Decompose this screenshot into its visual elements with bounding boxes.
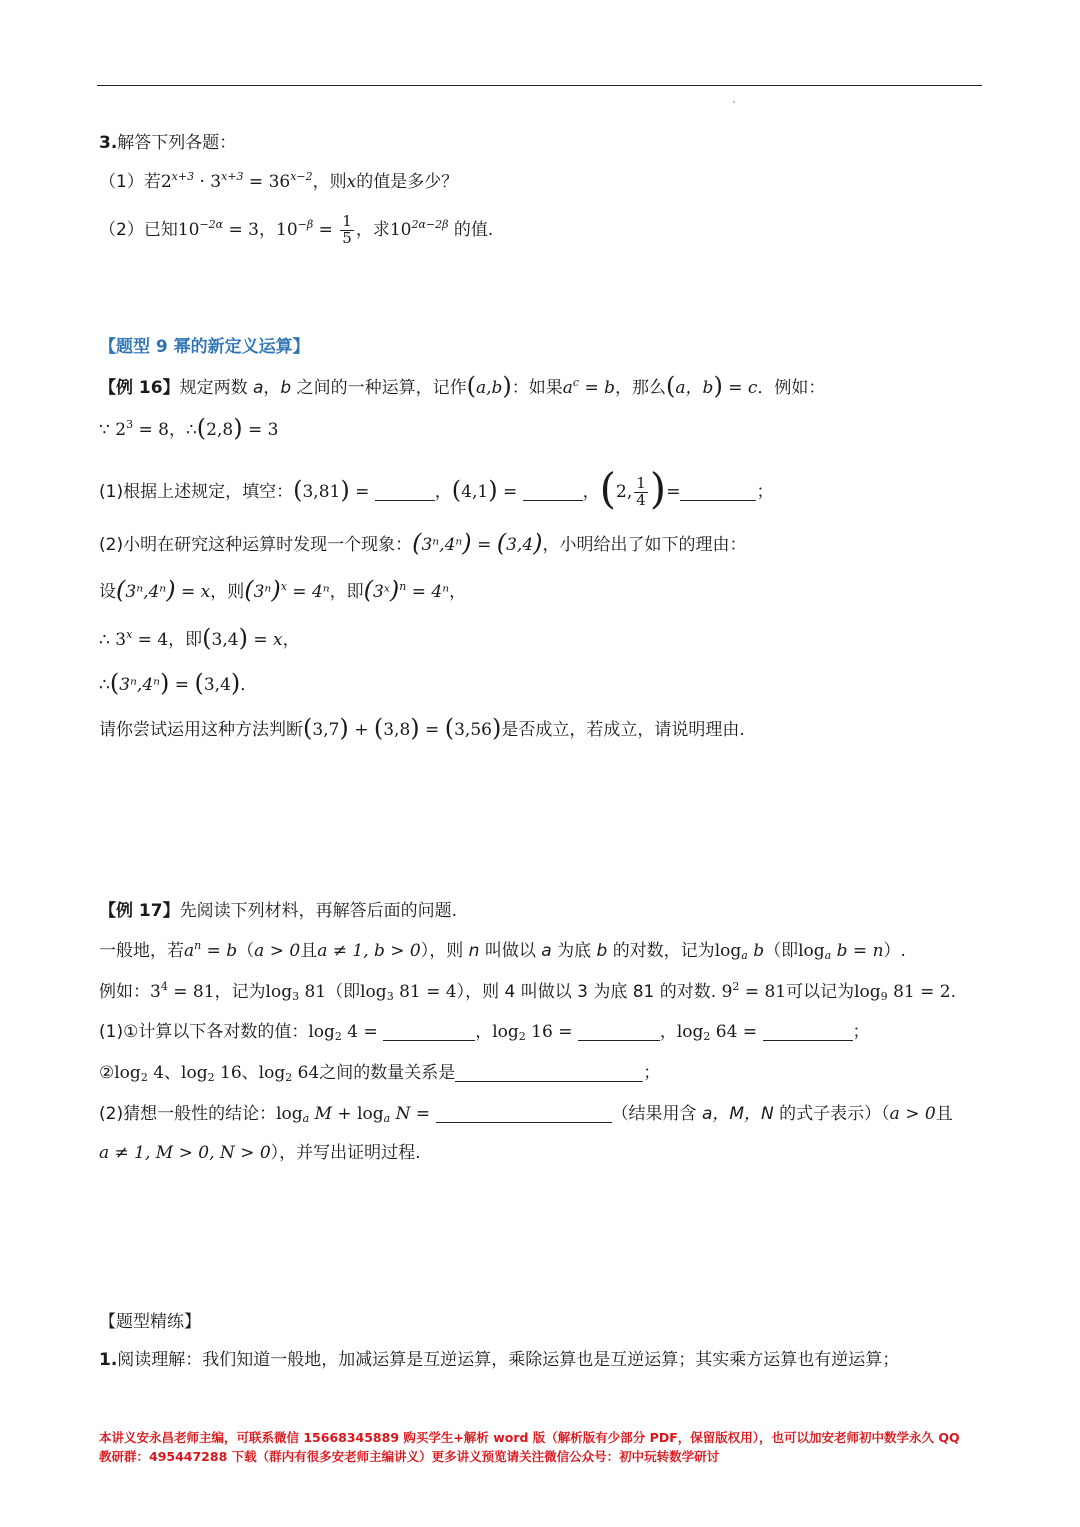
answer-blank[interactable] [455,1063,643,1082]
ex16-q2: (2)小明在研究这种运算时发现一个现象：(3ⁿ,4ⁿ) = (3,4)，小明给出了如下的理由： [99,529,747,557]
header-rule [97,85,982,86]
ex17-def: 一般地，若$a^n = b(a > 0$且a ≠ 1, b > 0），则 n 叫做以 a 为底 b 的对数，记为$\log_a b$（即$\log_a b = n$）. [99,939,906,962]
ex16-reason1: 设(3ⁿ,4ⁿ) = x，则$(3^n)^x = 4^n$，即(3ˣ)$^n$ = 4ⁿ， [99,576,467,604]
answer-blank[interactable] [763,1022,853,1041]
q3-part2: （2）已知$10^{-2\alpha} = 3$，$10^{-\beta}$ = $\frac{1}{5}$ ，求$10^{2\alpha-2\beta}$ 的值. [99,212,494,247]
q3-title: 3.解答下列各题： [99,133,237,153]
footer-line-2: 教研群：495447288 下载（群内有很多安老师主编讲义）更多讲义预览请关注微信公众号：初中玩转数学研讨 [99,1449,720,1464]
q3-fraction: $\frac{1}{5}$ [342,212,352,247]
answer-blank[interactable] [383,1022,475,1041]
ex17-q2-cont: a ≠ 1, M > 0, N > 0），并写出证明过程. [99,1143,421,1163]
ex17-intro: 【例 17】先阅读下列材料，再解答后面的问题. [99,901,457,921]
ex17-example: 例如：$3^4 = 81$，记为$\log_3 81$（即$\log_3 81 = 4$），则 4 叫做以 3 为底 81 的对数. $9^2 = 81$可以记为$\log_9 81 = 2$. [99,980,956,1003]
ex17-q1: (1)①计算以下各对数的值：$\log_2 4$ = ，$\log_2 16$ = ，$\log_2 64$ = ； [99,1022,870,1043]
ex17-q2: (2)猜想一般性的结论：$\log_a M + \log_a N$ = （结果用含 a，M，N 的式子表示）（a > 0且 [99,1104,953,1125]
ex16-q1: (1)根据上述规定，填空：(3,81) = ，(4,1) = ，(2, $\frac{1}{4}$ )= ； [99,463,774,513]
type9-heading: 【题型 9 幂的新定义运算】 [99,337,310,357]
practice-heading: 【题型精练】 [99,1312,201,1332]
ex16-fraction: $\frac{1}{4}$ [636,474,646,509]
footer-notice [99,1428,984,1466]
ex16-ask: 请你尝试运用这种方法判断(3,7) + (3,8) = (3,56)是否成立，若成立，请说明理由. [99,714,745,742]
practice-q1: 1.阅读理解：我们知道一般地，加减运算是互逆运算，乘除运算也是互逆运算；其实乘方运算也有逆运算； [99,1350,900,1370]
answer-blank[interactable] [523,482,583,501]
ex16-intro: 【例 16】规定两数 a，b 之间的一种运算，记作(a,b)：如果$a^c = b$，那么(a，b) = c．例如： [99,372,826,400]
answer-blank[interactable] [578,1022,660,1041]
answer-blank[interactable] [680,482,756,501]
ex16-reason3: ∴(3ⁿ,4ⁿ) = (3,4)． [99,669,258,697]
footer-line-1: 本讲义安永昌老师主编，可联系微信 15668345889 购买学生+解析 word 版（解析版有少部分 PDF，保留版权用），也可以加安老师初中数学永久 QQ [99,1430,960,1445]
header-dot [733,101,735,103]
answer-blank[interactable] [375,482,435,501]
answer-blank[interactable] [436,1104,612,1123]
ex17-q1b: $②\log_2$ 4、$\log_2 16$、$\log_2 64$之间的数量关系是 ； [99,1063,661,1084]
ex16-example: ∵ $2^3 = 8$，∴(2,8) = 3 [99,414,279,442]
q3-part1: （1）若$2^{x+3} \cdot 3^{x+3} = 36^{x-2}$，则x的值是多少？ [99,170,459,192]
ex16-reason2: ∴ $3^x = 4$，即(3,4) = x， [99,624,300,652]
